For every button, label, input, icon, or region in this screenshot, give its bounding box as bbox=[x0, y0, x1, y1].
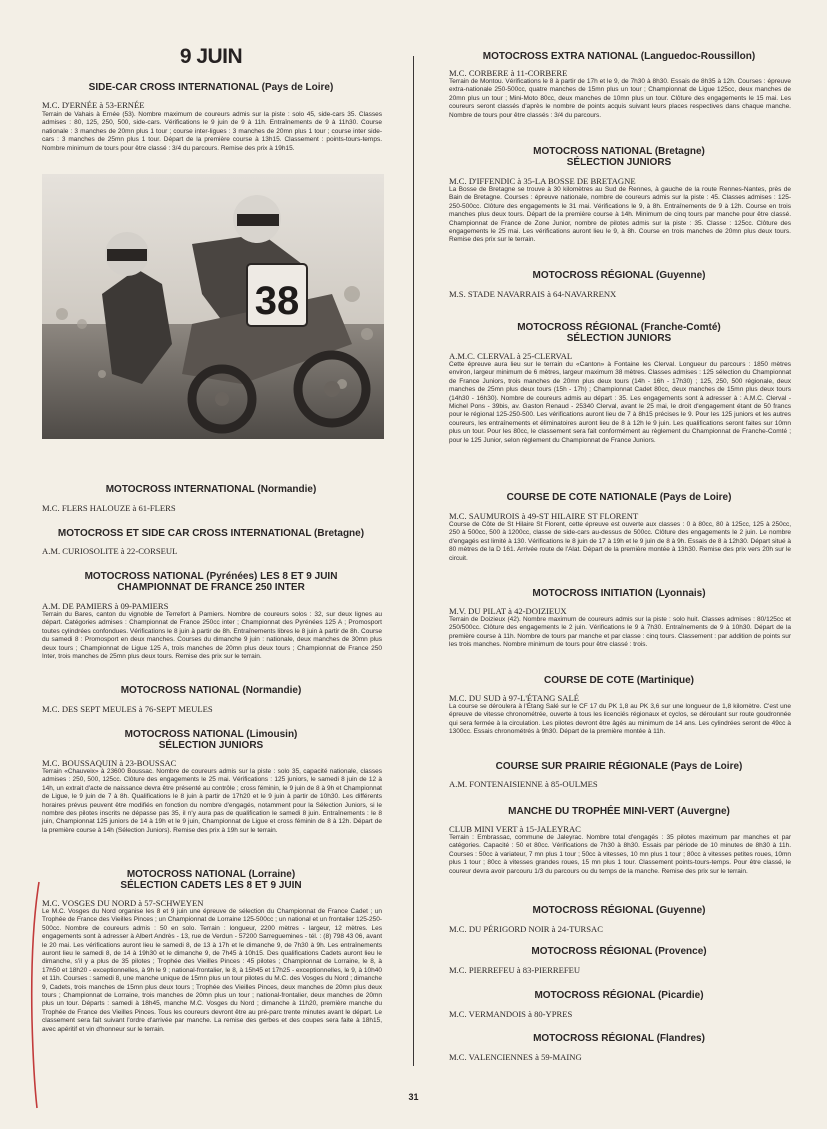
red-pen-mark bbox=[29, 880, 41, 1110]
club-name: A.M. DE PAMIERS à 09-PAMIERS bbox=[42, 601, 169, 611]
section-title: MOTOCROSS RÉGIONAL (Flandres) bbox=[533, 1033, 705, 1044]
section-text: Terrain de Vahais à Ernée (53). Nombre maximum de coureurs admis sur la piste : solo 45, side-cars 35. Classes admises : 80, 125, 250, 500, side-cars. Vérifications le 9 juin de 9 à 11h. Entraînements de 9 à 11h30. Course nationale : 3 manches de 20mn plus 1 tour ; course inter-ligues : 3 manches de 20mn plus 1 tour ; course inter side-cars : 3 manches de 25mn plus 1 tour. Départ de la première course à 13h15. Classement : points-tours-temps. Nombre minimum de tours pour être classé : 3/4 du parcours. Remise des prix à 19h15. bbox=[42, 111, 382, 152]
club-name: M.C. VERMANDOIS à 80-YPRES bbox=[449, 1009, 573, 1019]
section-text: La course se déroulera à l'Étang Salé sur le CF 17 du PK 1,8 au PK 3,6 sur une longueur de 1,8 kilomètre. C'est une épreuve de vitesse chronométrée, ouverte à tous les licenciés régionaux et cyclos, se déroulant sur route goudronnée qui sera fermée à la circulation. Les pilotes devront être âgés au minimum de 14 ans. Les cylindrées seront de 49cc à 1300cc. Essais chronométrés à 9h30. Départ de la première montée à 11h. bbox=[449, 703, 791, 736]
section-title: MOTOCROSS NATIONAL (Lorraine) bbox=[126, 869, 296, 880]
section-title: MOTOCROSS RÉGIONAL (Picardie) bbox=[534, 990, 704, 1001]
page-date-header: 9 JUIN bbox=[179, 45, 243, 68]
section-title: MOTOCROSS NATIONAL (Bretagne) bbox=[533, 146, 705, 157]
club-name: M.C. BOUSSAQUIN à 23-BOUSSAC bbox=[42, 758, 177, 768]
club-name: A.M.C. CLERVAL à 25-CLERVAL bbox=[449, 351, 573, 361]
section-title: MOTOCROSS RÉGIONAL (Provence) bbox=[531, 946, 707, 957]
club-name: M.C. SAUMUROIS à 49-ST HILAIRE ST FLORENT bbox=[449, 511, 639, 521]
number-plate: 38 bbox=[254, 279, 300, 323]
column-divider bbox=[413, 56, 414, 1066]
club-name: M.C. FLERS HALOUZE à 61-FLERS bbox=[42, 503, 176, 513]
section-title: MOTOCROSS RÉGIONAL (Franche-Comté) bbox=[517, 322, 721, 333]
section-text: Terrain «Chauveix» à 23600 Boussac. Nombre de coureurs admis sur la piste : solo 35, capacité nationale, classes admises : 250, 500, 125cc. Clôture des engagements le 25 mai. Vérifications : 125 juniors, le samedi 8 juin de 12 à 14h, un extrait d'acte de naissance devra être présenté au contrôle ; cross féminin, le 9 juin de 8 à 9h et Championnat de Ligue, le 9 juin de 7 à 8h. Qualifications le 8 juin à partir de 17h20 et le 9 juin à partir de 10h30. Les différents horaires prévus peuvent être modifiés en fonction du nombre d'engagés, notamment pour la Sélection Juniors, si le nombre des pilotes inscrits ne dépasse pas 35, il n'y aura pas de qualification le samedi 8 juin. Entraînements : le 8 juin, Championnat 125 juniors de 14 à 19h et le 9 juin, Championnat de Ligue et cross féminin de 8 à 12h. Départ de la première course à 14h (Sélection Juniors). Remise des prix à 19h sur le terrain. bbox=[42, 768, 382, 834]
section-title: MOTOCROSS NATIONAL (Normandie) bbox=[120, 685, 302, 696]
section-title: MOTOCROSS RÉGIONAL (Guyenne) bbox=[532, 270, 706, 281]
section-text: Cette épreuve aura lieu sur le terrain du «Canton» à Fontaine les Clerval. Longueur du parcours : 1850 mètres environ, largeur minimum de 6 mètres, largeur maximum 38 mètres. Classes admises : 125 sélection du Championnat de France Juniors, trois manches de 20mn plus deux tours (14h - 16h - 17h30) ; 125, 250, 500 régionale, deux manches de 25mn plus deux tours (15h - 17h) ; Championnat Cadet 80cc, deux manches de 15mn plus deux tours (14h30 - 16h30). Nombre de coureurs admis au départ : 35. Les engagements sont à adresser à : A.M.C. Clerval - Michel Pons - 39bis, av. Gaston Renaud - 25340 Clerval, avant le 25 mai, le droit d'engagement étant de 50 francs pour le régional 125-250-500. Les vérifications auront lieu de 7 à 8h15 précises le 9. Pour les 125 juniors et les autres coureurs, les entraînements et éliminatoires auront lieu de 8 à 12h le 9 juin. Les qualifications seront faites sur 10mn plus un tour. Pour les 80cc, le classement sera fait conformément au règlement du Championnat de Franche-Comté ; pour le 125 Junior, selon règlement du Championnat de France Juniors. bbox=[449, 361, 791, 444]
section-title: COURSE DE COTE (Martinique) bbox=[543, 675, 694, 686]
section-subtitle: SÉLECTION JUNIORS bbox=[158, 740, 264, 751]
club-name: M.C. PIERREFEU à 83-PIERREFEU bbox=[449, 965, 581, 975]
section-subtitle: SÉLECTION JUNIORS bbox=[566, 157, 672, 168]
section-title: MOTOCROSS ET SIDE CAR CROSS INTERNATIONAL (Bretagne) bbox=[57, 528, 365, 539]
section-title: MANCHE DU TROPHÉE MINI-VERT (Auvergne) bbox=[508, 806, 730, 817]
section-subtitle: SÉLECTION CADETS LES 8 ET 9 JUIN bbox=[120, 880, 302, 891]
club-name: M.V. DU PILAT à 42-DOIZIEUX bbox=[449, 606, 567, 616]
section-title: MOTOCROSS RÉGIONAL (Guyenne) bbox=[532, 905, 706, 916]
club-name: M.C. VALENCIENNES à 59-MAING bbox=[449, 1052, 582, 1062]
section-text: Terrain : Embrassac, commune de Jaleyrac. Nombre total d'engagés : 35 pilotes maximum par manches et par catégories. Capacité : 50 et 80cc. Vérifications de 7h30 à 8h30. Essais par période de 10 minutes de 8h30 à 11h. Courses : 50cc à variateur, 7 mn plus 1 tour ; 50cc à vitesses, 10 mn plus 1 tour ; 80cc à vitesses petites roues, 10mn plus 1 tour ; 80cc à vitesses grandes roues, 15 mn plus 1 tour. Classement points-tours-temps. Pour être classé, le coureur devra avoir parcouru 1/3 du parcours ou du temps de la manche. Remise des prix sur le terrain. bbox=[449, 834, 791, 875]
section-text: Terrain du Bares, canton du vignoble de Terrefort à Pamiers. Nombre de coureurs solos : 32, sur deux lignes au départ. Catégories admises : Championnat de France 250cc inter ; Championnat des Pyrénées 125 A ; Promosport toutes cylindrées confondues. Vérifications le 8 juin à partir de 8h. Entraînements libres le 8 juin à partir de 8h. Course du samedi 8 : Promosport en deux manches. Courses du dimanche 9 juin : nationale, deux manches de 30mn plus deux tours ; Championnat de Ligue 125 A, trois manches de 20mn plus deux tours ; Championnat de France 250 Inter, trois manches de 25mn plus deux tours. Remise des prix sur le terrain. bbox=[42, 611, 382, 661]
section-text: Le M.C. Vosges du Nord organise les 8 et 9 juin une épreuve de sélection du Championnat de France Cadet ; un Trophée de France des Vieilles Pinces ; un Championnat de Lorraine 125-500cc ; un national et un frontalier 125-250-500cc. Nombre de coureurs admis : 50 en solo. Terrain : longueur, 2200 mètres - largeur, 12 mètres. Les engagements sont à adresser à Albert Andrès - 13, rue de Verdun - 57200 Sarreguemines - tél. : (8) 798 43 06, avant le 20 mai. Les vérifications auront lieu le samedi 8, de 13 à 17h et le dimanche 9, de 7h30 à 9h. Les entraînements auront lieu le samedi 8, de 14 à 19h30 et le dimanche 9, de 7h45 à 10h15. Des qualifications Cadets auront lieu le dimanche, s'il y a plus de 35 pilotes ; Trophée des Vieilles Pinces : 45 pilotes ; Championnat de Lorraine, le 8, à 17h50 et 18h20 - exceptionnelles, à 9h le 9 ; national-frontalier, le 8, à 15h45 et 17h25 - exceptionnelles, le 9, à 10h40 et 11h. Courses : samedi 8, une manche unique de 15mn plus un tour pilotes du M.C. des Vosges du Nord ; dimanche 9, Cadets, trois manches de 15mn plus deux tours ; Trophée des Vieilles Pinces, deux manches de 20mn plus deux tours ; Championnat de Lorraine, trois manches de 20mn plus un tour ; national-frontalier, deux manches de 20mn plus un tour. Départs : samedi à 18h45, manche M.C. Vosges du Nord ; dimanche à 11h20, première manche du Trophée de France des Vieilles Pinces. Tous les coureurs devront être au pré-parc trente minutes avant le départ. Le classement sera fait suivant l'ordre d'arrivée par manche. La remise des gerbes et des coupes sera faite à 18h15, avec apéritif et vin d'honneur sur le terrain. bbox=[42, 908, 382, 1033]
section-text: Terrain de Doizieux (42). Nombre maximum de coureurs admis sur la piste : solo huit. Classes admises : 80/125cc et 250/500cc. Clôture des engagements le 2 juin. Vérifications le 9 à 7h30. Entraînements de 9 à 10h30. Départ de la première course à 11h. Nombre de tours par manche et par classe : cinq tours. Classement : par addition de points sur les trois manches. Nombre minimum de tours pour être classé : trois. bbox=[449, 616, 791, 649]
section-title: COURSE SUR PRAIRIE RÉGIONALE (Pays de Loire) bbox=[495, 761, 743, 772]
sidecar-photo bbox=[42, 174, 384, 439]
club-name: M.C. D'IFFENDIC à 35-LA BOSSE DE BRETAGNE bbox=[449, 176, 636, 186]
section-title: SIDE-CAR CROSS INTERNATIONAL (Pays de Loire) bbox=[88, 82, 334, 93]
club-name: CLUB MINI VERT à 15-JALEYRAC bbox=[449, 824, 581, 834]
section-subtitle: CHAMPIONNAT DE FRANCE 250 INTER bbox=[117, 582, 305, 593]
club-name: A.M. FONTENAISIENNE à 85-OULMES bbox=[449, 779, 598, 789]
club-name: M.C. DES SEPT MEULES à 76-SEPT MEULES bbox=[42, 704, 213, 714]
section-title: MOTOCROSS NATIONAL (Limousin) bbox=[124, 729, 298, 740]
section-title: MOTOCROSS INTERNATIONAL (Normandie) bbox=[105, 484, 317, 495]
section-text: Course de Côte de St Hilaire St Florent, cette épreuve est ouverte aux classes : 0 à 80cc, 80 à 125cc, 125 à 250cc, 250 à 500cc, 500 à 1200cc, classe de side-cars au-dessus de 500cc. Clôture des engagements le 2 juin. Le nombre d'engagés est limité à 130. Vérifications le 8 juin de 17 à 19h et le 9 juin de 8 à 9h. Essais de 8 à 12h30. Départ situé à 80 mètres de la D 161. Arrivée route de l'Alat. Départ de la première montée à 13h30. Remise des prix vers 20h sur le circuit. bbox=[449, 521, 791, 562]
section-title: MOTOCROSS INITIATION (Lyonnais) bbox=[532, 588, 706, 599]
club-name: M.C. CORBERE à 11-CORBERE bbox=[449, 68, 568, 78]
club-name: M.S. STADE NAVARRAIS à 64-NAVARRENX bbox=[449, 289, 617, 299]
section-title: COURSE DE COTE NATIONALE (Pays de Loire) bbox=[506, 492, 732, 503]
section-title: MOTOCROSS NATIONAL (Pyrénées) LES 8 ET 9 JUIN bbox=[84, 571, 338, 582]
club-name: A.M. CURIOSOLITE à 22-CORSEUL bbox=[42, 546, 178, 556]
page-number: 31 bbox=[408, 1092, 419, 1102]
section-text: Terrain de Montou. Vérifications le 8 à partir de 17h et le 9, de 7h30 à 8h30. Essais de 8h35 à 12h. Courses : épreuve extra-nationale 250-500cc, quatre manches de 15mn plus un tour ; Championnat de Ligue 125cc, deux manches de 20mn plus un tour ; Mini-Moto 80cc, deux manches de 10mn plus un tour. Clôture des engagements le 15 mai. Les coureurs seront classés d'après le nombre de points acquis suivant leurs places respectives dans chaque manche. Nombre de tours pour être classés : 3/4 du parcours. bbox=[449, 78, 791, 119]
section-subtitle: SÉLECTION JUNIORS bbox=[566, 333, 672, 344]
section-text: La Bosse de Bretagne se trouve à 30 kilomètres au Sud de Rennes, à gauche de la route Rennes-Nantes, près de Bain de Bretagne. Courses : épreuve nationale, nombre de coureurs admis sur la piste : 45. Classes admises : 125-250-500cc. Clôture des engagements le 31 mai. Vérifications le 9, à 8h. Entraînements de 9 à 12h. Course en trois manches plus deux tours. Départ de la première course à 14h. Minimum de cinq tours par manche pour être classé. Championnat de France de Zone Junior, nombre de pilotes admis sur la piste : 35. Classe : 125cc. Clôture des engagements le 25 mai. Les vérifications auront lieu le 9, à 8h. Course en trois manches de 20mn plus deux tours. Remise des prix sur le terrain. bbox=[449, 186, 791, 244]
club-name: M.C. VOSGES DU NORD à 57-SCHWEYEN bbox=[42, 898, 204, 908]
club-name: M.C. DU SUD à 97-L'ÉTANG SALÉ bbox=[449, 693, 579, 703]
club-name: M.C. D'ERNÉE à 53-ERNÉE bbox=[42, 100, 145, 110]
section-title: MOTOCROSS EXTRA NATIONAL (Languedoc-Roussillon) bbox=[482, 51, 756, 62]
club-name: M.C. DU PÉRIGORD NOIR à 24-TURSAC bbox=[449, 924, 603, 934]
